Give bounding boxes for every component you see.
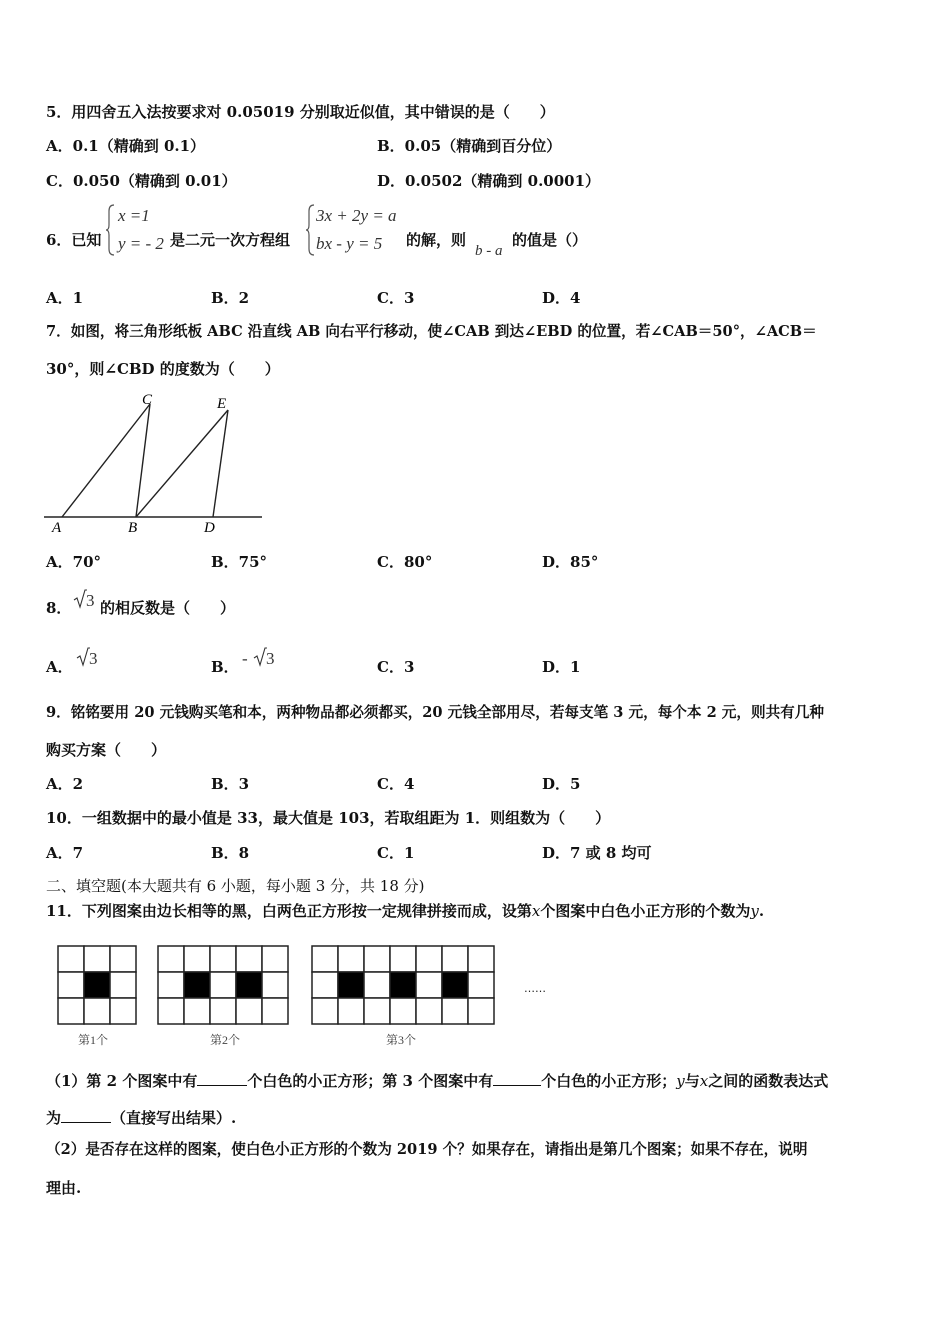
white-square (84, 998, 110, 1024)
white-square (390, 998, 416, 1024)
white-square (364, 946, 390, 972)
white-square (84, 946, 110, 972)
q5-option-c: C．0.050（精确到 0.01） (46, 172, 237, 190)
q11-stem-c: . (758, 902, 765, 920)
white-square (110, 946, 136, 972)
white-square (184, 998, 210, 1024)
q6-solution-y: y = - 2 (118, 234, 164, 253)
q11-stem (46, 901, 764, 921)
q11-part2-line2: 理由. (46, 1179, 82, 1197)
white-square (468, 998, 494, 1024)
white-square (312, 972, 338, 998)
q8-option-a-label: A． (46, 658, 73, 676)
white-square (110, 998, 136, 1024)
white-square (338, 946, 364, 972)
white-square (364, 998, 390, 1024)
q6-option-a: A．1 (46, 289, 84, 307)
white-square (262, 946, 288, 972)
white-square (184, 946, 210, 972)
q8-sqrt-sign (73, 588, 87, 610)
black-square (184, 972, 210, 998)
q7-stem-line2: 30°，则∠CBD 的度数为（ ） (46, 360, 280, 378)
q10-option-d: D．7 或 8 均可 (542, 844, 652, 862)
q11-p1-d: 与 (684, 1072, 700, 1090)
q6-option-d: D．4 (542, 289, 581, 307)
white-square (58, 972, 84, 998)
white-square (390, 946, 416, 972)
q8-radicand: 3 (86, 591, 95, 610)
q6-solution-x: x =1 (118, 206, 150, 225)
q11-blank-2[interactable] (493, 1069, 541, 1086)
label-a: A (52, 520, 62, 536)
black-square (84, 972, 110, 998)
q8-option-d: D．1 (542, 658, 581, 676)
q9-option-a: A．2 (46, 775, 84, 793)
q10-option-b: B．8 (211, 844, 250, 862)
q6-brace-left (106, 203, 116, 257)
white-square (364, 972, 390, 998)
q6-option-c: C．3 (377, 289, 415, 307)
q8-stem: 的相反数是（ ） (100, 599, 236, 617)
q7-option-d: D．85° (542, 553, 599, 571)
q11-part1-line2 (46, 1106, 236, 1128)
q11-blank-3[interactable] (61, 1106, 111, 1123)
white-square (468, 946, 494, 972)
q11-part2-line1: （2）是否存在这样的图案，使白色小正方形的个数为 2019 个？如果存在，请指出是第几个图案；如果不存在，说明 (46, 1141, 808, 1158)
segment-be (136, 410, 228, 517)
q11-stem-a: 11．下列图案由边长相等的黑，白两色正方形按一定规律拼接而成，设第 (46, 902, 532, 920)
q8-option-b-radicand: 3 (266, 649, 275, 668)
q9-stem-line2: 购买方案（ ） (46, 741, 167, 759)
fig-label-1: 第1个 (78, 1033, 109, 1047)
q11-p1-b: 个白色的小正方形；第 3 个图案中有 (247, 1072, 494, 1090)
fig-label-3: 第3个 (386, 1033, 417, 1047)
white-square (210, 946, 236, 972)
section2-title: 二、填空题(本大题共有 6 小题，每小题 3 分，共 18 分) (46, 877, 425, 895)
white-square (58, 946, 84, 972)
q8-option-b-label: B． (211, 658, 239, 676)
q6-suffix-a: 的解，则 (406, 231, 467, 249)
black-square (442, 972, 468, 998)
fig-label-2: 第2个 (210, 1033, 241, 1047)
white-square (416, 972, 442, 998)
q8-option-c: C．3 (377, 658, 415, 676)
black-square (390, 972, 416, 998)
q11-var-y: y (750, 902, 759, 920)
segment-cb (136, 404, 150, 517)
q7-stem-line1: 7．如图，将三角形纸板 ABC 沿直线 AB 向右平行移动，使∠CAB 到达∠EBD 的位置，若∠CAB＝50°，∠ACB＝ (46, 323, 817, 340)
white-square (58, 998, 84, 1024)
q6-suffix-b: 的值是（） (512, 231, 588, 249)
q8-number: 8． (46, 599, 72, 617)
q11-p1-c: 个白色的小正方形； (541, 1072, 677, 1090)
q8-option-b-sqrt-sign (253, 646, 267, 668)
q6-option-b: B．2 (211, 289, 250, 307)
label-e: E (217, 396, 227, 412)
q7-option-c: C．80° (377, 553, 433, 571)
q6-equation-1: 3x + 2y = a (316, 206, 397, 225)
q5-option-d: D．0.0502（精确到 0.0001） (377, 172, 601, 190)
q10-option-c: C．1 (377, 844, 415, 862)
q6-equation-2: bx - y = 5 (316, 234, 383, 253)
q11-var-x: x (531, 902, 541, 920)
white-square (468, 972, 494, 998)
white-square (236, 998, 262, 1024)
q11-part1-line1 (46, 1069, 828, 1091)
q9-option-c: C．4 (377, 775, 415, 793)
white-square (158, 998, 184, 1024)
q11-p1-g: （直接写出结果）. (111, 1109, 237, 1127)
q8-option-b-sign: - (242, 649, 248, 668)
q6-mid: 是二元一次方程组 (170, 231, 291, 249)
q5-option-a: A．0.1（精确到 0.1） (46, 137, 206, 155)
q8-option-a-sqrt-sign (76, 646, 90, 668)
q5-stem: 5．用四舍五入法按要求对 0.05019 分别取近似值，其中错误的是（ ） (46, 103, 555, 121)
segment-ac (62, 404, 150, 517)
q6-prefix: 6．已知 (46, 231, 102, 249)
white-square (158, 972, 184, 998)
q9-stem-line1: 9．铭铭要用 20 元钱购买笔和本，两种物品都必须都买，20 元钱全部用尽，若每支笔 3 元，每个本 2 元，则共有几种 (46, 704, 824, 721)
white-square (312, 998, 338, 1024)
q11-p1-x: x (699, 1072, 709, 1090)
q9-option-d: D．5 (542, 775, 581, 793)
white-square (312, 946, 338, 972)
q6-brace-right (306, 203, 316, 257)
black-square (236, 972, 262, 998)
q11-pattern-figure (50, 940, 570, 1052)
white-square (262, 972, 288, 998)
q11-p1-y: y (676, 1072, 685, 1090)
q11-p1-a: （1）第 2 个图案中有 (46, 1072, 198, 1090)
q10-stem: 10．一组数据中的最小值是 33，最大值是 103，若取组距为 1．则组数为（ ） (46, 809, 611, 827)
white-square (416, 946, 442, 972)
white-square (338, 998, 364, 1024)
white-square (416, 998, 442, 1024)
black-square (338, 972, 364, 998)
q10-option-a: A．7 (46, 844, 84, 862)
q11-stem-b: 个图案中白色小正方形的个数为 (540, 902, 751, 920)
segment-ed (213, 410, 228, 517)
q7-option-a: A．70° (46, 553, 102, 571)
q9-option-b: B．3 (211, 775, 250, 793)
white-square (442, 946, 468, 972)
white-square (262, 998, 288, 1024)
label-b: B (128, 520, 138, 536)
q11-p1-e: 之间的函数表达式 (708, 1072, 829, 1090)
q11-blank-1[interactable] (197, 1069, 247, 1086)
q6-expression: b - a (475, 243, 503, 259)
q11-p1-f: 为 (46, 1109, 62, 1127)
label-c: C (142, 392, 153, 408)
white-square (210, 998, 236, 1024)
q8-option-a-radicand: 3 (89, 649, 98, 668)
white-square (442, 998, 468, 1024)
q7-figure (44, 388, 266, 536)
white-square (158, 946, 184, 972)
label-d: D (204, 520, 215, 536)
white-square (110, 972, 136, 998)
q7-option-b: B．75° (211, 553, 268, 571)
ellipsis: …… (524, 982, 546, 995)
white-square (210, 972, 236, 998)
white-square (236, 946, 262, 972)
q5-option-b: B．0.05（精确到百分位） (377, 137, 562, 155)
